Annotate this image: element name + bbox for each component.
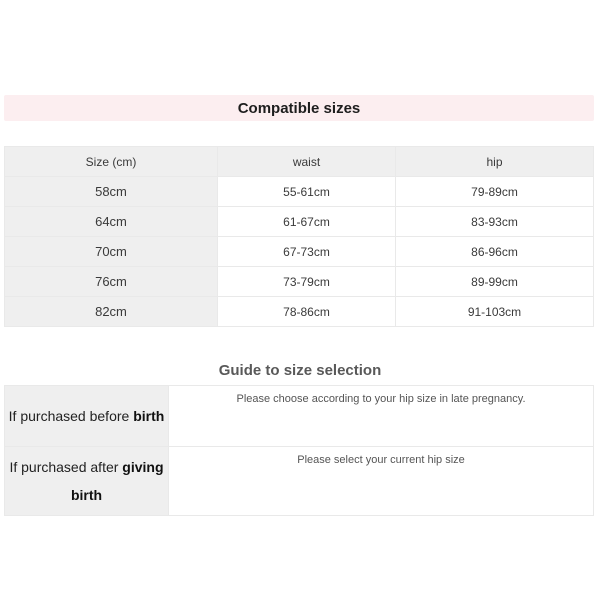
- waist-cell: 55-61cm: [218, 176, 396, 206]
- size-cell: 76cm: [5, 266, 218, 296]
- column-header-size: Size (cm): [5, 147, 218, 176]
- waist-cell: 61-67cm: [218, 206, 396, 236]
- size-cell: 82cm: [5, 296, 218, 326]
- banner-title: Compatible sizes: [237, 99, 361, 117]
- guide-table: [4, 385, 594, 516]
- hip-cell: 89-99cm: [396, 266, 593, 296]
- guide-title: Guide to size selection: [218, 362, 382, 379]
- guide-label-bold: birth: [133, 408, 165, 424]
- size-cell: 70cm: [5, 236, 218, 266]
- waist-cell: 78-86cm: [218, 296, 396, 326]
- table-row: [5, 266, 593, 296]
- table-row: [5, 236, 593, 266]
- hip-cell: 91-103cm: [396, 296, 593, 326]
- guide-condition-label: [5, 386, 169, 446]
- size-cell: 58cm: [5, 176, 218, 206]
- waist-cell: 67-73cm: [218, 236, 396, 266]
- guide-description: Please select your current hip size: [169, 446, 593, 515]
- guide-description: Please choose according to your hip size in late pregnancy.: [169, 386, 593, 446]
- column-header-waist: waist: [218, 147, 396, 176]
- guide-label-prefix: If purchased before: [8, 408, 134, 424]
- column-header-hip: hip: [396, 147, 593, 176]
- guide-condition-label: [5, 446, 169, 515]
- table-row: [5, 176, 593, 206]
- waist-cell: 73-79cm: [218, 266, 396, 296]
- table-row: [5, 296, 593, 326]
- size-table: [4, 146, 594, 327]
- guide-row-before-birth: [5, 386, 593, 446]
- hip-cell: 86-96cm: [396, 236, 593, 266]
- guide-label-bold: giving birth: [70, 459, 164, 503]
- hip-cell: 83-93cm: [396, 206, 593, 236]
- hip-cell: 79-89cm: [396, 176, 593, 206]
- guide-row-after-birth: [5, 446, 593, 515]
- size-cell: 64cm: [5, 206, 218, 236]
- table-row: [5, 206, 593, 236]
- guide-label-text: [9, 402, 165, 430]
- guide-label-text: [7, 453, 166, 509]
- guide-label-prefix: If purchased after: [9, 459, 123, 475]
- compatible-sizes-banner: [4, 95, 594, 121]
- size-table-header-row: [5, 147, 593, 176]
